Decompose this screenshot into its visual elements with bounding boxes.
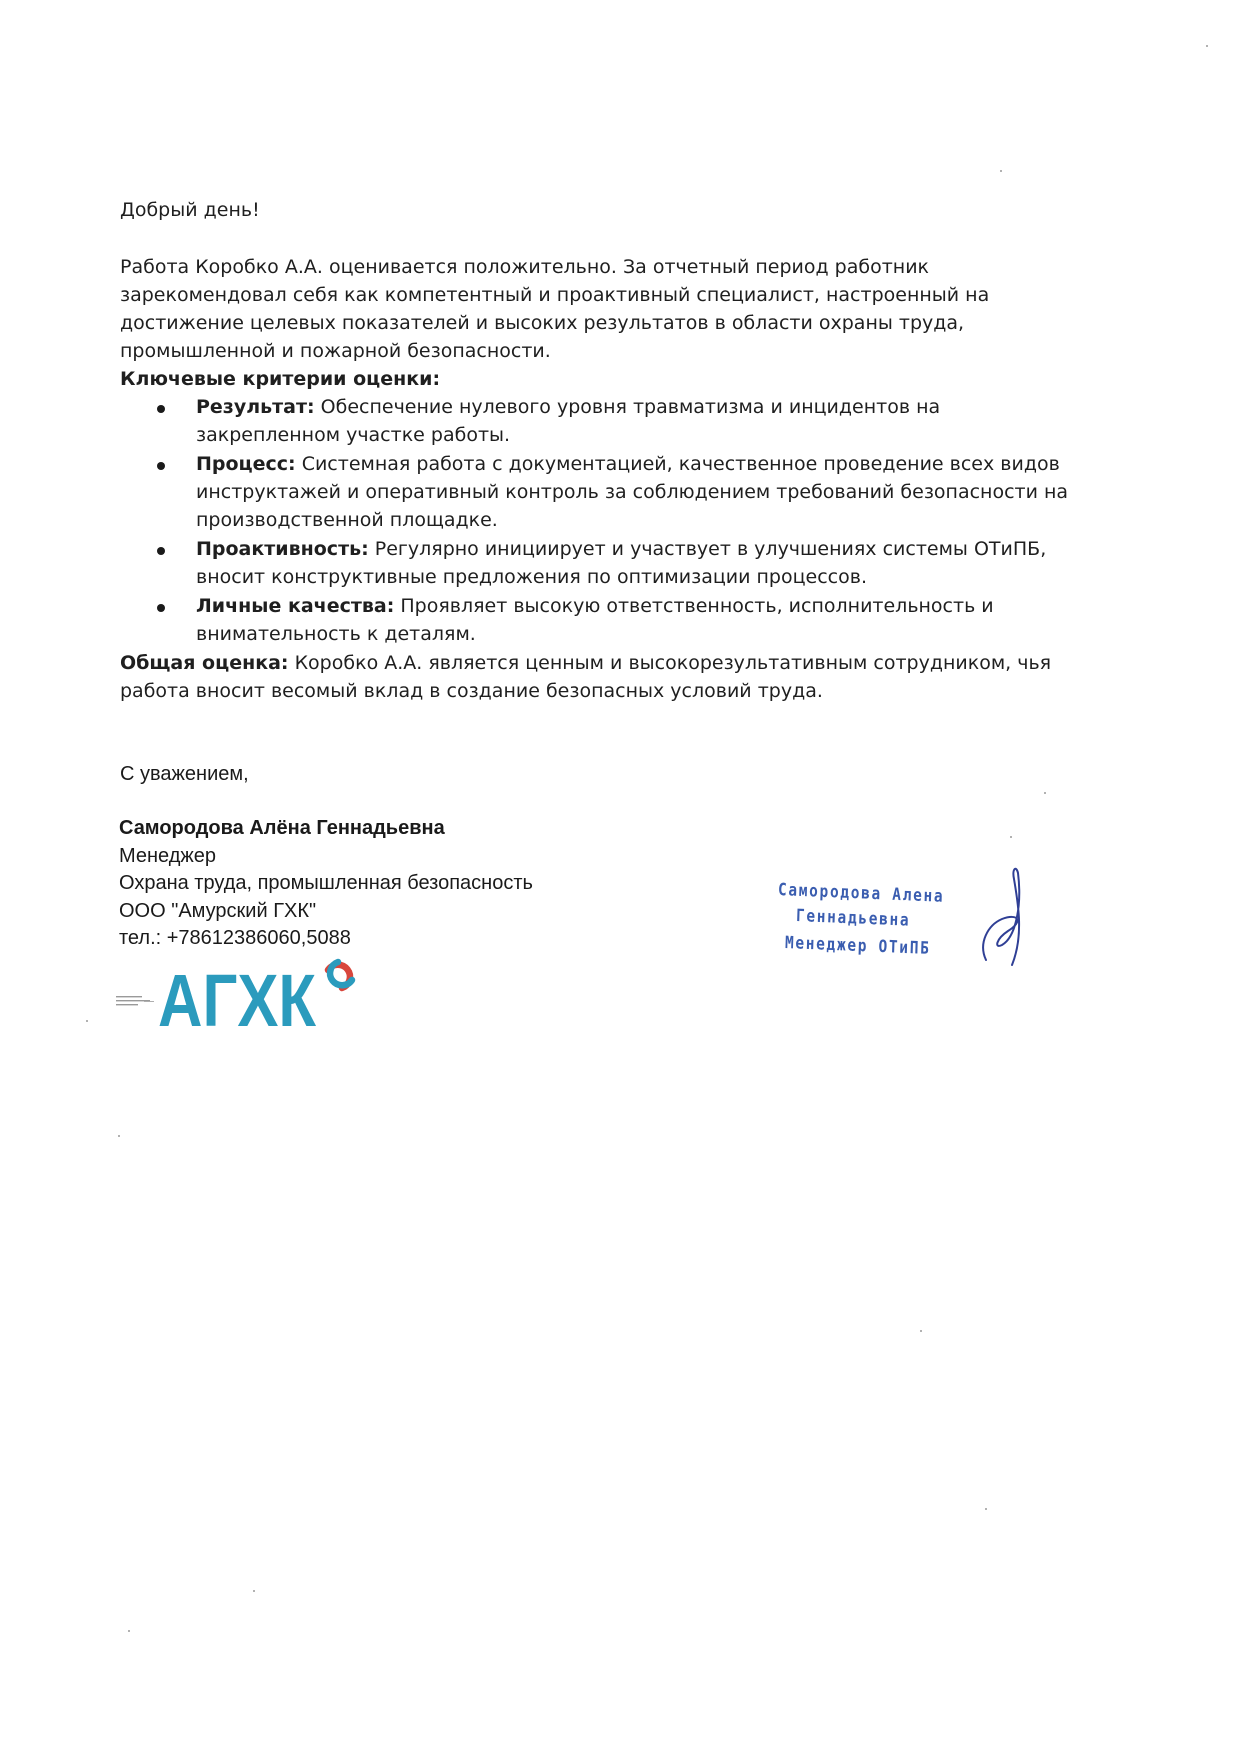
bullet-icon [157,462,165,470]
logo-tagline [116,996,154,1005]
summary-label: Общая оценка: [120,652,289,674]
signer-name: Самородова Алёна Геннадьевна [119,817,445,839]
criteria-item-proactivity [120,535,1080,591]
criteria-text: Проявляет высокую ответственность, исполнительность и внимательность к деталям. [196,595,994,645]
scan-speck [1044,792,1046,794]
scan-speck [1000,170,1002,172]
signer-department: Охрана труда, промышленная безопасность [119,872,533,894]
scan-speck [1010,836,1012,838]
signer-phone: тел.: +78612386060,5088 [119,927,351,949]
scan-speck [86,1020,88,1022]
signer-position: Менеджер [119,844,217,867]
scan-speck [920,1330,922,1332]
bullet-icon [157,547,165,555]
scan-speck [128,1630,130,1632]
intro-paragraph: Работа Коробко А.А. оценивается положительно. За отчетный период работник зарекомендовал себя как компетентный и проактивный специалист, настроенный на достижение целевых показателей и высоких результатов в области охраны труда, промышленной и пожарной безопасности. [120,256,990,362]
bullet-icon [157,604,165,612]
signer-block [119,815,533,953]
closing-phrase: С уважением, [120,763,249,785]
scan-speck [1206,45,1208,47]
criteria-list [120,393,1080,648]
criteria-heading: Ключевые критерии оценки: [120,368,441,390]
criteria-label: Проактивность: [196,538,369,560]
signer-company: ООО "Амурский ГХК" [119,899,317,922]
greeting: Добрый день! [120,199,260,221]
logo-wordmark: АГХК [158,959,317,1032]
criteria-label: Личные качества: [196,595,395,617]
letter-body [120,196,1080,705]
bullet-icon [157,405,165,413]
criteria-text: Обеспечение нулевого уровня травматизма и инцидентов на закрепленном участке работы. [196,396,941,446]
scan-speck [118,1135,120,1137]
criteria-item-result [120,393,1080,449]
criteria-text: Системная работа с документацией, качественное проведение всех видов инструктажей и оперативный контроль за соблюдением требований безопасности на производственной площадке. [196,453,1069,531]
criteria-label: Результат: [196,396,315,418]
company-logo [114,952,394,1032]
summary-paragraph [120,649,1080,705]
stamp-line-2: Геннадьевна [795,906,911,931]
scan-speck [985,1508,987,1510]
logo-emblem-icon [328,962,352,988]
criteria-text: Регулярно инициирует и участвует в улучшениях системы ОТиПБ, вносит конструктивные предложения по оптимизации процессов. [196,538,1047,588]
stamp-line-3: Менеджер ОТиПБ [784,933,931,959]
criteria-label: Процесс: [196,453,296,475]
scan-speck [253,1590,255,1592]
handwritten-signature [950,865,1040,970]
stamp-line-1: Самородова Алена [777,880,945,907]
criteria-item-personal [120,592,1080,648]
summary-text: Коробко А.А. является ценным и высокорезультативным сотрудником, чья работа вносит весомый вклад в создание безопасных условий труда. [120,652,1052,702]
criteria-item-process [120,450,1080,534]
